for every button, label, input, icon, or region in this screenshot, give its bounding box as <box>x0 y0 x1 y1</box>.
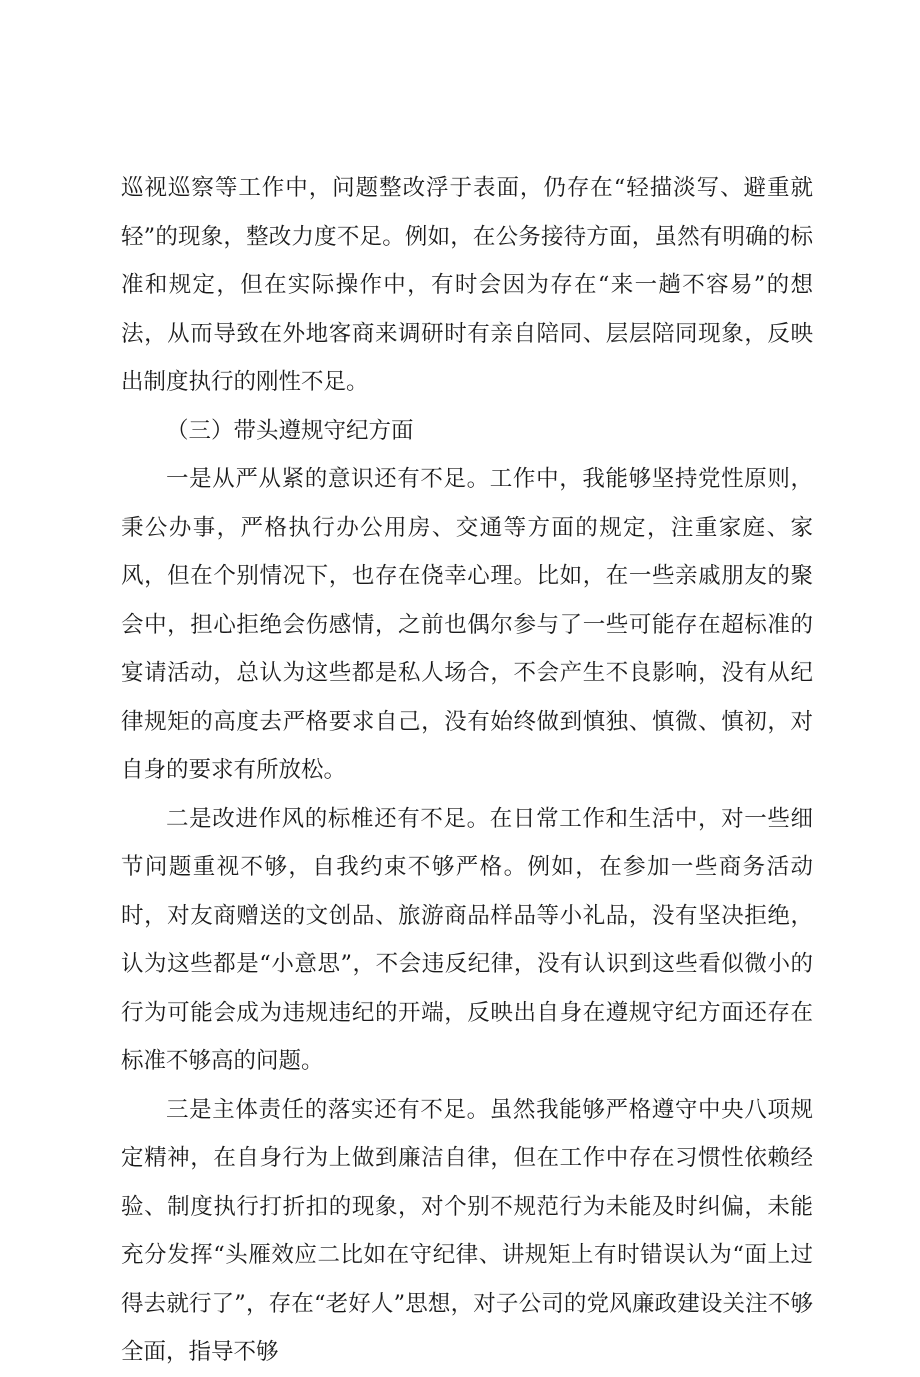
section-heading: （三）带头遵规守纪方面 <box>166 417 414 444</box>
paragraph-continuation: 巡视巡察等工作中，问题整改浮于表面，仍存在“轻描淡写、避重就轻”的现象，整改力度不足。例如，在公务接待方面，虽然有明确的标准和规定，但在实际操作中，有时会因为存在“来一趟不容易”的想法，从而导致在外地客商来调研时有亲自陪同、层层陪同现象，反映出制度执行的刚性不足。 <box>121 175 813 395</box>
paragraph-one: 一是从严从紧的意识还有不足。工作中，我能够坚持党性原则，秉公办事，严格执行办公用房、交通等方面的规定，注重家庭、家风，但在个别情况下，也存在侥幸心理。比如，在一些亲戚朋友的聚会中，担心拒绝会伤感情，之前也偶尔参与了一些可能存在超标准的宴请活动，总认为这些都是私人场合，不会产生不良影响，没有从纪律规矩的高度去严格要求自己，没有始终做到慎独、慎微、慎初，对自身的要求有所放松。 <box>121 466 813 783</box>
paragraph-three: 三是主体责任的落实还有不足。虽然我能够严格遵守中央八项规定精神，在自身行为上做到廉洁自律，但在工作中存在习惯性依赖经验、制度执行打折扣的现象，对个别不规范行为未能及时纠偏，未能充分发挥“头雁效应二比如在守纪律、讲规矩上有时错误认为“面上过得去就行了”，存在“老好人”思想，对子公司的党风廉政建设关注不够全面，指导不够 <box>121 1096 813 1365</box>
paragraph-two: 二是改进作风的标椎还有不足。在日常工作和生活中，对一些细节问题重视不够，自我约束不够严格。例如，在参加一些商务活动时，对友商赠送的文创品、旅游商品样品等小礼品，没有坚决拒绝，认为这些都是“小意思”，不会违反纪律，没有认识到这些看似微小的行为可能会成为违规违纪的开端，反映出自身在遵规守纪方面还存在标准不够高的问题。 <box>121 805 813 1074</box>
document-body <box>121 164 813 1377</box>
